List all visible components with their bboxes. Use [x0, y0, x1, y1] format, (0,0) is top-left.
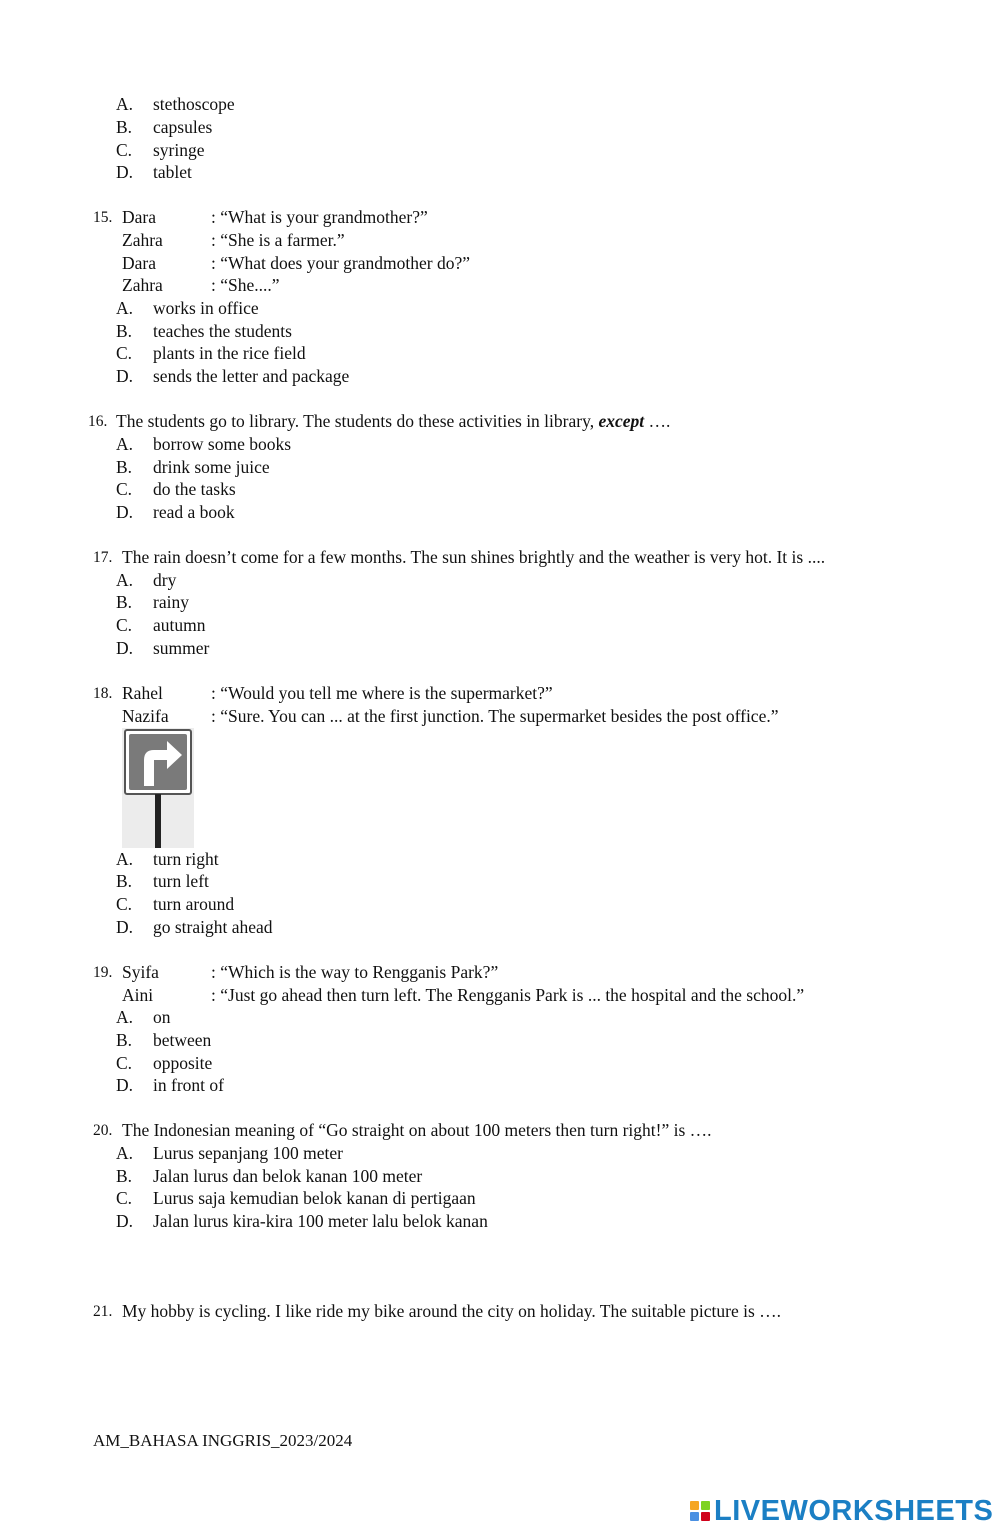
- liveworksheets-logo-icon: [690, 1501, 710, 1521]
- q21-number: 21.: [93, 1303, 113, 1320]
- q15-option-letter-a: A.: [116, 298, 134, 318]
- q17-option-letter-d: D.: [116, 638, 134, 658]
- q18-speaker-1: Rahel: [122, 683, 163, 703]
- q19-option-letter-b: B.: [116, 1030, 133, 1050]
- q15-option-c: plants in the rice field: [153, 343, 306, 363]
- q19-option-b: between: [153, 1030, 212, 1050]
- q20-text: The Indonesian meaning of “Go straight on about 100 meters then turn right!” is ….: [122, 1120, 712, 1140]
- q19-option-d: in front of: [153, 1075, 224, 1095]
- q17-option-b: rainy: [153, 592, 189, 612]
- q16-option-letter-c: C.: [116, 479, 133, 499]
- q19-option-letter-c: C.: [116, 1053, 133, 1073]
- q16-option-letter-d: D.: [116, 502, 134, 522]
- q15-number: 15.: [93, 209, 113, 226]
- q14-option-letter-d: D.: [116, 162, 134, 182]
- q14-option-letter-b: B.: [116, 117, 133, 137]
- q15-line-3: : “What does your grandmother do?”: [211, 253, 471, 273]
- q20-option-letter-d: D.: [116, 1211, 134, 1231]
- q15-line-4: : “She....”: [211, 275, 280, 295]
- q18-option-a: turn right: [153, 849, 219, 869]
- q20-option-letter-b: B.: [116, 1166, 133, 1186]
- liveworksheets-wordmark: LIVEWORKSHEETS: [714, 1494, 994, 1527]
- q16-text-after: ….: [644, 411, 671, 431]
- q20-option-d: Jalan lurus kira-kira 100 meter lalu belok kanan: [153, 1211, 488, 1231]
- q15-speaker-4: Zahra: [122, 275, 163, 295]
- q18-number: 18.: [93, 685, 113, 702]
- q14-option-a: stethoscope: [153, 94, 235, 114]
- q18-option-d: go straight ahead: [153, 917, 273, 937]
- q14-option-letter-c: C.: [116, 140, 133, 160]
- q17-option-a: dry: [153, 570, 177, 590]
- q17-option-d: summer: [153, 638, 210, 658]
- q20-option-letter-a: A.: [116, 1143, 134, 1163]
- q16-number: 16.: [88, 413, 108, 430]
- q15-option-letter-b: B.: [116, 321, 133, 341]
- q19-speaker-2: Aini: [122, 985, 154, 1005]
- q20-option-b: Jalan lurus dan belok kanan 100 meter: [153, 1166, 423, 1186]
- q15-speaker-2: Zahra: [122, 230, 163, 250]
- q20-option-letter-c: C.: [116, 1188, 133, 1208]
- q21-text: My hobby is cycling. I like ride my bike around the city on holiday. The suitable picture is ….: [122, 1301, 782, 1321]
- q18-option-letter-c: C.: [116, 894, 133, 914]
- q14-option-b: capsules: [153, 117, 213, 137]
- q15-option-d: sends the letter and package: [153, 366, 350, 386]
- q15-speaker-3: Dara: [122, 253, 157, 273]
- q16-option-c: do the tasks: [153, 479, 236, 499]
- q19-option-a: on: [153, 1007, 171, 1027]
- q17-option-letter-b: B.: [116, 592, 133, 612]
- q16-text: [116, 410, 670, 432]
- q19-line-1: : “Which is the way to Rengganis Park?”: [211, 962, 499, 982]
- q18-option-b: turn left: [153, 871, 209, 891]
- q19-number: 19.: [93, 964, 113, 981]
- page-footer: AM_BAHASA INGGRIS_2023/2024: [93, 1431, 353, 1450]
- q15-line-2: : “She is a farmer.”: [211, 230, 345, 250]
- q18-option-letter-d: D.: [116, 917, 134, 937]
- turn-right-sign-icon: [122, 728, 194, 848]
- q17-option-letter-c: C.: [116, 615, 133, 635]
- q18-option-letter-a: A.: [116, 849, 134, 869]
- q19-line-2: : “Just go ahead then turn left. The Rengganis Park is ... the hospital and the school.”: [211, 985, 805, 1005]
- q17-option-c: autumn: [153, 615, 206, 635]
- q16-option-letter-a: A.: [116, 434, 134, 454]
- q19-option-c: opposite: [153, 1053, 213, 1073]
- q17-text: The rain doesn’t come for a few months. The sun shines brightly and the weather is very hot. It is ....: [122, 547, 826, 567]
- q16-option-letter-b: B.: [116, 457, 133, 477]
- q17-number: 17.: [93, 549, 113, 566]
- q15-speaker-1: Dara: [122, 207, 157, 227]
- q15-option-letter-c: C.: [116, 343, 133, 363]
- q18-line-1: : “Would you tell me where is the supermarket?”: [211, 683, 553, 703]
- q16-option-a: borrow some books: [153, 434, 292, 454]
- q15-line-1: : “What is your grandmother?”: [211, 207, 428, 227]
- q16-text-before: The students go to library. The students do these activities in library,: [116, 411, 599, 431]
- q14-option-letter-a: A.: [116, 94, 134, 114]
- q17-option-letter-a: A.: [116, 570, 134, 590]
- q18-option-c: turn around: [153, 894, 235, 914]
- q15-option-b: teaches the students: [153, 321, 292, 341]
- q14-option-c: syringe: [153, 140, 205, 160]
- q18-line-2: : “Sure. You can ... at the first junction. The supermarket besides the post office.”: [211, 706, 779, 726]
- q16-option-d: read a book: [153, 502, 235, 522]
- q14-option-d: tablet: [153, 162, 192, 182]
- q18-option-letter-b: B.: [116, 871, 133, 891]
- q19-option-letter-d: D.: [116, 1075, 134, 1095]
- q20-option-a: Lurus sepanjang 100 meter: [153, 1143, 344, 1163]
- q20-number: 20.: [93, 1122, 113, 1139]
- liveworksheets-logo: [690, 1494, 993, 1528]
- q20-option-c: Lurus saja kemudian belok kanan di pertigaan: [153, 1188, 476, 1208]
- q18-speaker-2: Nazifa: [122, 706, 169, 726]
- q16-emphasis: except: [598, 411, 645, 431]
- q19-option-letter-a: A.: [116, 1007, 134, 1027]
- q16-option-b: drink some juice: [153, 457, 270, 477]
- q15-option-letter-d: D.: [116, 366, 134, 386]
- q19-speaker-1: Syifa: [122, 962, 159, 982]
- q15-option-a: works in office: [153, 298, 259, 318]
